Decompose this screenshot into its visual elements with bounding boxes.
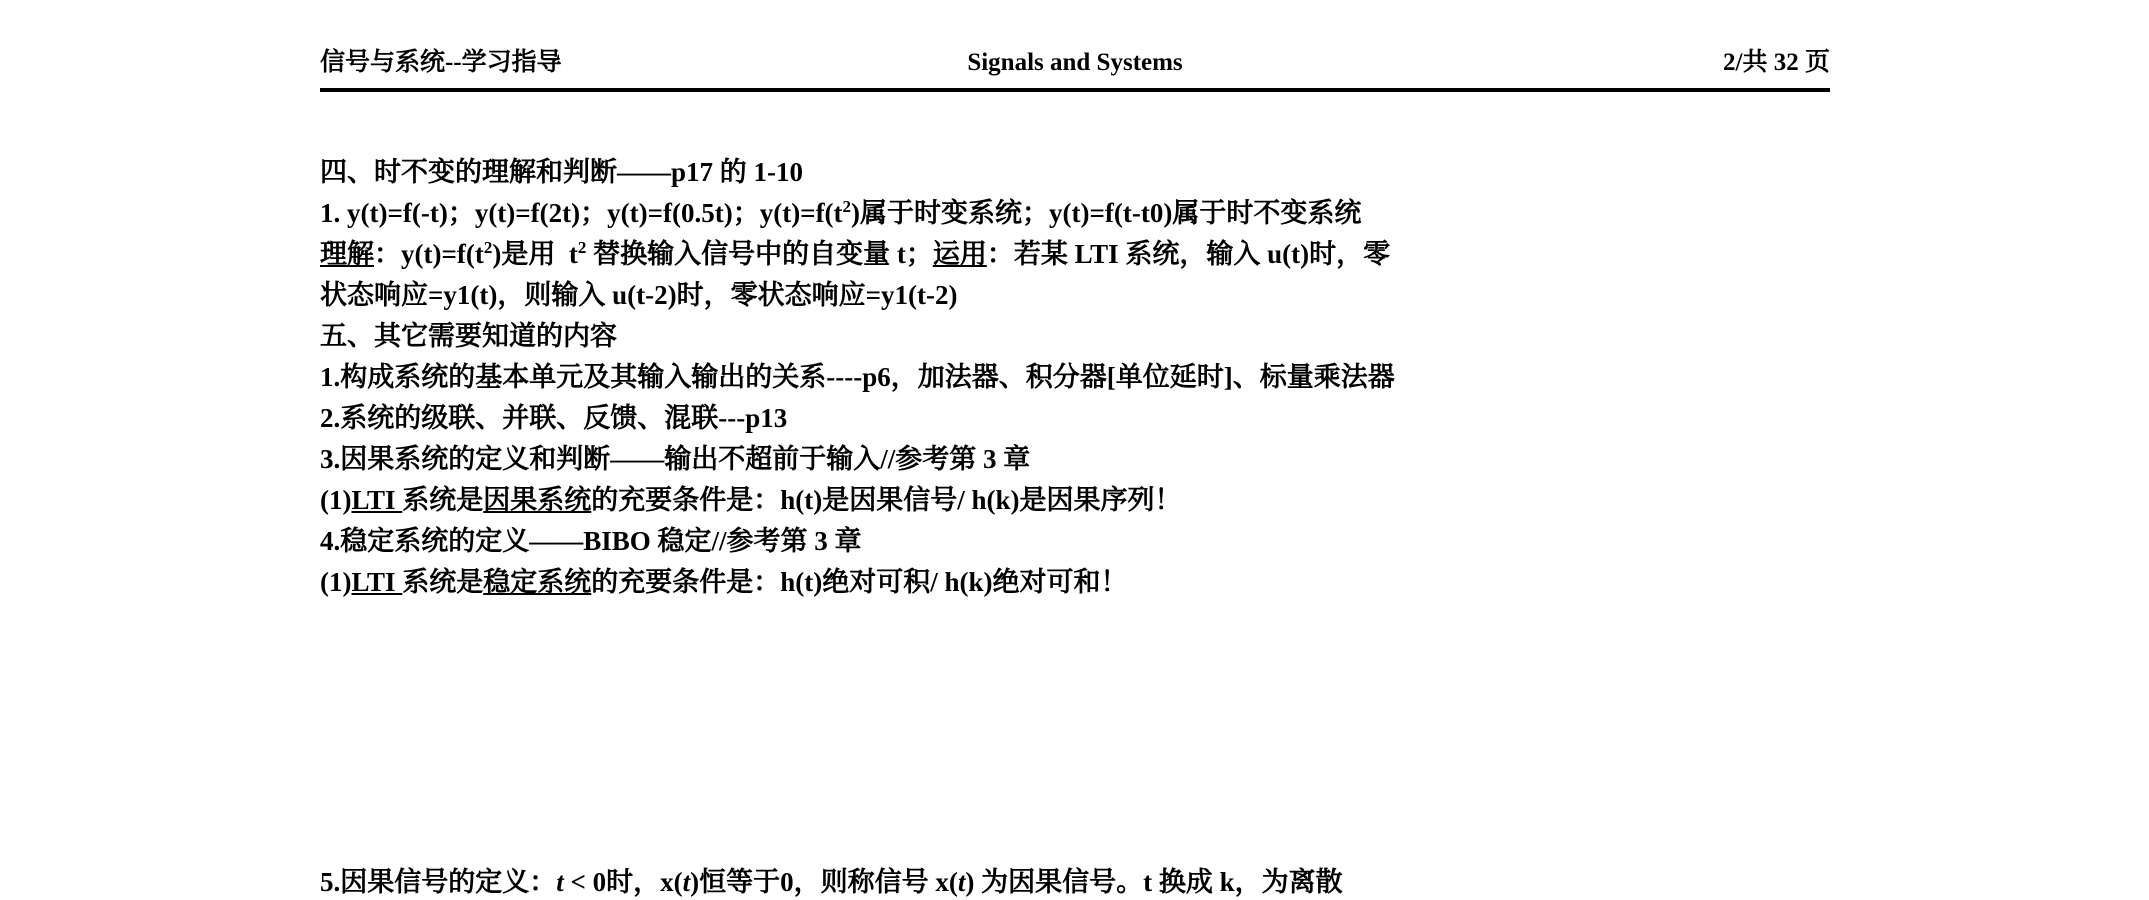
paragraph-item-5-4 — [320, 521, 1850, 562]
paragraph-item-5-1 — [320, 357, 1850, 398]
header-page-number: 2/共 32 页 — [1723, 49, 1830, 76]
paragraph-item-1: 1. y(t)=f(-t)；y(t)=f(2t)；y(t)=f(0.5t)；$y(t)=f(t^2)$属于时变系统；y(t)=f(t-t0)属于时不变系统 — [320, 197, 1362, 228]
paragraph-item-5-3-text: 3.因果系统的定义和判断——输出不超前于输入//参考第 3 章 — [320, 444, 1031, 474]
label-understanding: 理解 — [320, 239, 374, 269]
heading-section-five-text: 五、其它需要知道的内容 — [320, 321, 617, 351]
paragraph-item-5-4-text: 4.稳定系统的定义——BIBO 稳定//参考第 3 章 — [320, 526, 862, 556]
paragraph-item-5-1-text: 1.构成系统的基本单元及其输入输出的关系----p6，加法器、积分器[单位延时]、标量乘法器 — [320, 362, 1395, 392]
paragraph-item-5-3 — [320, 439, 1850, 480]
heading-section-four-text: 四、时不变的理解和判断——p17 的 1-10 — [320, 157, 804, 187]
paragraph-item-1-explain-cont — [320, 275, 1850, 316]
label-application: 运用 — [932, 239, 987, 269]
label-lti-causal: LTI — [351, 485, 403, 515]
heading-section-five — [320, 316, 1850, 357]
paragraph-item-5-2-text: 2.系统的级联、并联、反馈、混联---p13 — [320, 403, 788, 433]
label-causal-system: 因果系统 — [483, 485, 592, 515]
page-header — [320, 46, 1830, 92]
paragraph-item-5-5: 5.因果信号的定义：t < 0时，x(t)恒等于0，则称信号 x(t) 为因果信号。t 换成 k，为离散 — [320, 867, 1343, 897]
paragraph-item-5-4-1: (1)LTI 系统是稳定系统的充要条件是：h(t)绝对可积/ h(k)绝对可和！ — [320, 567, 1128, 597]
label-stable-system: 稳定系统 — [483, 567, 592, 597]
header-divider — [320, 88, 1830, 92]
heading-section-four — [320, 152, 1850, 193]
paragraph-item-1-explain-cont-text: 状态响应=y1(t)，则输入 u(t-2)时，零状态响应=y1(t-2) — [320, 280, 958, 310]
header-left-title: 信号与系统--学习指导 — [320, 49, 562, 76]
paragraph-item-5-2 — [320, 398, 1850, 439]
document-body — [320, 152, 1850, 603]
paragraph-item-1-explain: 理解：$y(t)=f(t^2)$是用 $t^2$ 替换输入信号中的自变量 t；运用：若某 LTI 系统，输入 u(t)时，零 — [320, 238, 1391, 269]
document-body-clipped — [320, 862, 1850, 900]
label-lti-stable: LTI — [351, 567, 403, 597]
header-center-title: Signals and Systems — [967, 49, 1183, 76]
paragraph-item-5-3-1: (1)LTI 系统是因果系统的充要条件是：h(t)是因果信号/ h(k)是因果序列！ — [320, 485, 1182, 515]
